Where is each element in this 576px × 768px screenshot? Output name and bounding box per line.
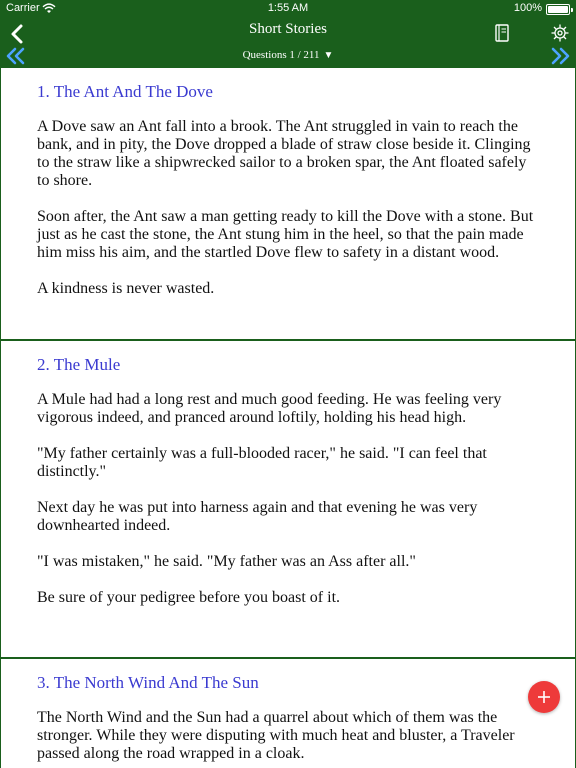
page-title: Short Stories — [249, 21, 327, 37]
back-button[interactable] — [6, 22, 30, 46]
carrier-label: Carrier — [6, 2, 40, 14]
status-bar — [0, 0, 576, 18]
battery-percentage: 100% — [513, 2, 542, 14]
story-title: 3. The North Wind And The Sun — [37, 673, 259, 692]
previous-button[interactable] — [4, 47, 30, 65]
story-paragraph: A Dove saw an Ant fall into a brook. The Ant struggled in vain to reach the bank, and in pity, the Dove dropped a blade of straw close beside it. Clinging to the straw like a shipwrecked sailor to a broken spar, the Ant floated safely to shore. — [37, 118, 531, 189]
story-card — [0, 68, 576, 341]
navigation-bar — [0, 18, 576, 68]
story-paragraph: "My father certainly was a full-blooded racer," he said. "I can feel that distinctly." — [37, 445, 487, 480]
settings-button[interactable] — [550, 23, 570, 43]
story-paragraph: "I was mistaken," he said. "My father was an Ass after all." — [37, 553, 416, 570]
battery-icon — [546, 4, 570, 15]
story-card — [0, 659, 576, 768]
double-chevron-left-icon — [4, 47, 30, 65]
story-paragraph: The North Wind and the Sun had a quarrel about which of them was the stronger. While they were disputing with much heat and bluster, a Traveler passed along the road wrapped in a cloak. — [37, 709, 515, 762]
caret-down-icon: ▼ — [323, 50, 334, 61]
gear-icon — [550, 23, 570, 43]
story-paragraph: Next day he was put into harness again and that evening he was very downhearted indeed. — [37, 499, 478, 534]
add-button[interactable] — [528, 681, 560, 713]
status-time: 1:55 AM — [267, 2, 309, 14]
story-paragraph: A Mule had had a long rest and much good feeding. He was feeling very vigorous indeed, and pranced around loftily, holding his head high. — [37, 391, 502, 426]
story-paragraph: Be sure of your pedigree before you boast of it. — [37, 589, 341, 606]
story-card — [0, 341, 576, 659]
double-chevron-right-icon — [546, 47, 572, 65]
chevron-left-icon — [6, 22, 30, 46]
story-paragraph: A kindness is never wasted. — [37, 280, 215, 297]
book-icon — [492, 23, 512, 43]
plus-icon — [536, 689, 552, 705]
story-list[interactable] — [0, 68, 576, 768]
question-counter: Questions 1 / 211 — [242, 49, 320, 61]
question-selector[interactable] — [188, 49, 388, 61]
next-button[interactable] — [546, 47, 572, 65]
book-button[interactable] — [492, 23, 512, 43]
story-title: 1. The Ant And The Dove — [37, 82, 213, 101]
story-paragraph: Soon after, the Ant saw a man getting ready to kill the Dove with a stone. But just as he cast the stone, the Ant stung him in the heel, so that the pain made him miss his aim, and the startled Dove flew to safety in a distant wood. — [37, 208, 534, 261]
story-title: 2. The Mule — [37, 355, 121, 374]
